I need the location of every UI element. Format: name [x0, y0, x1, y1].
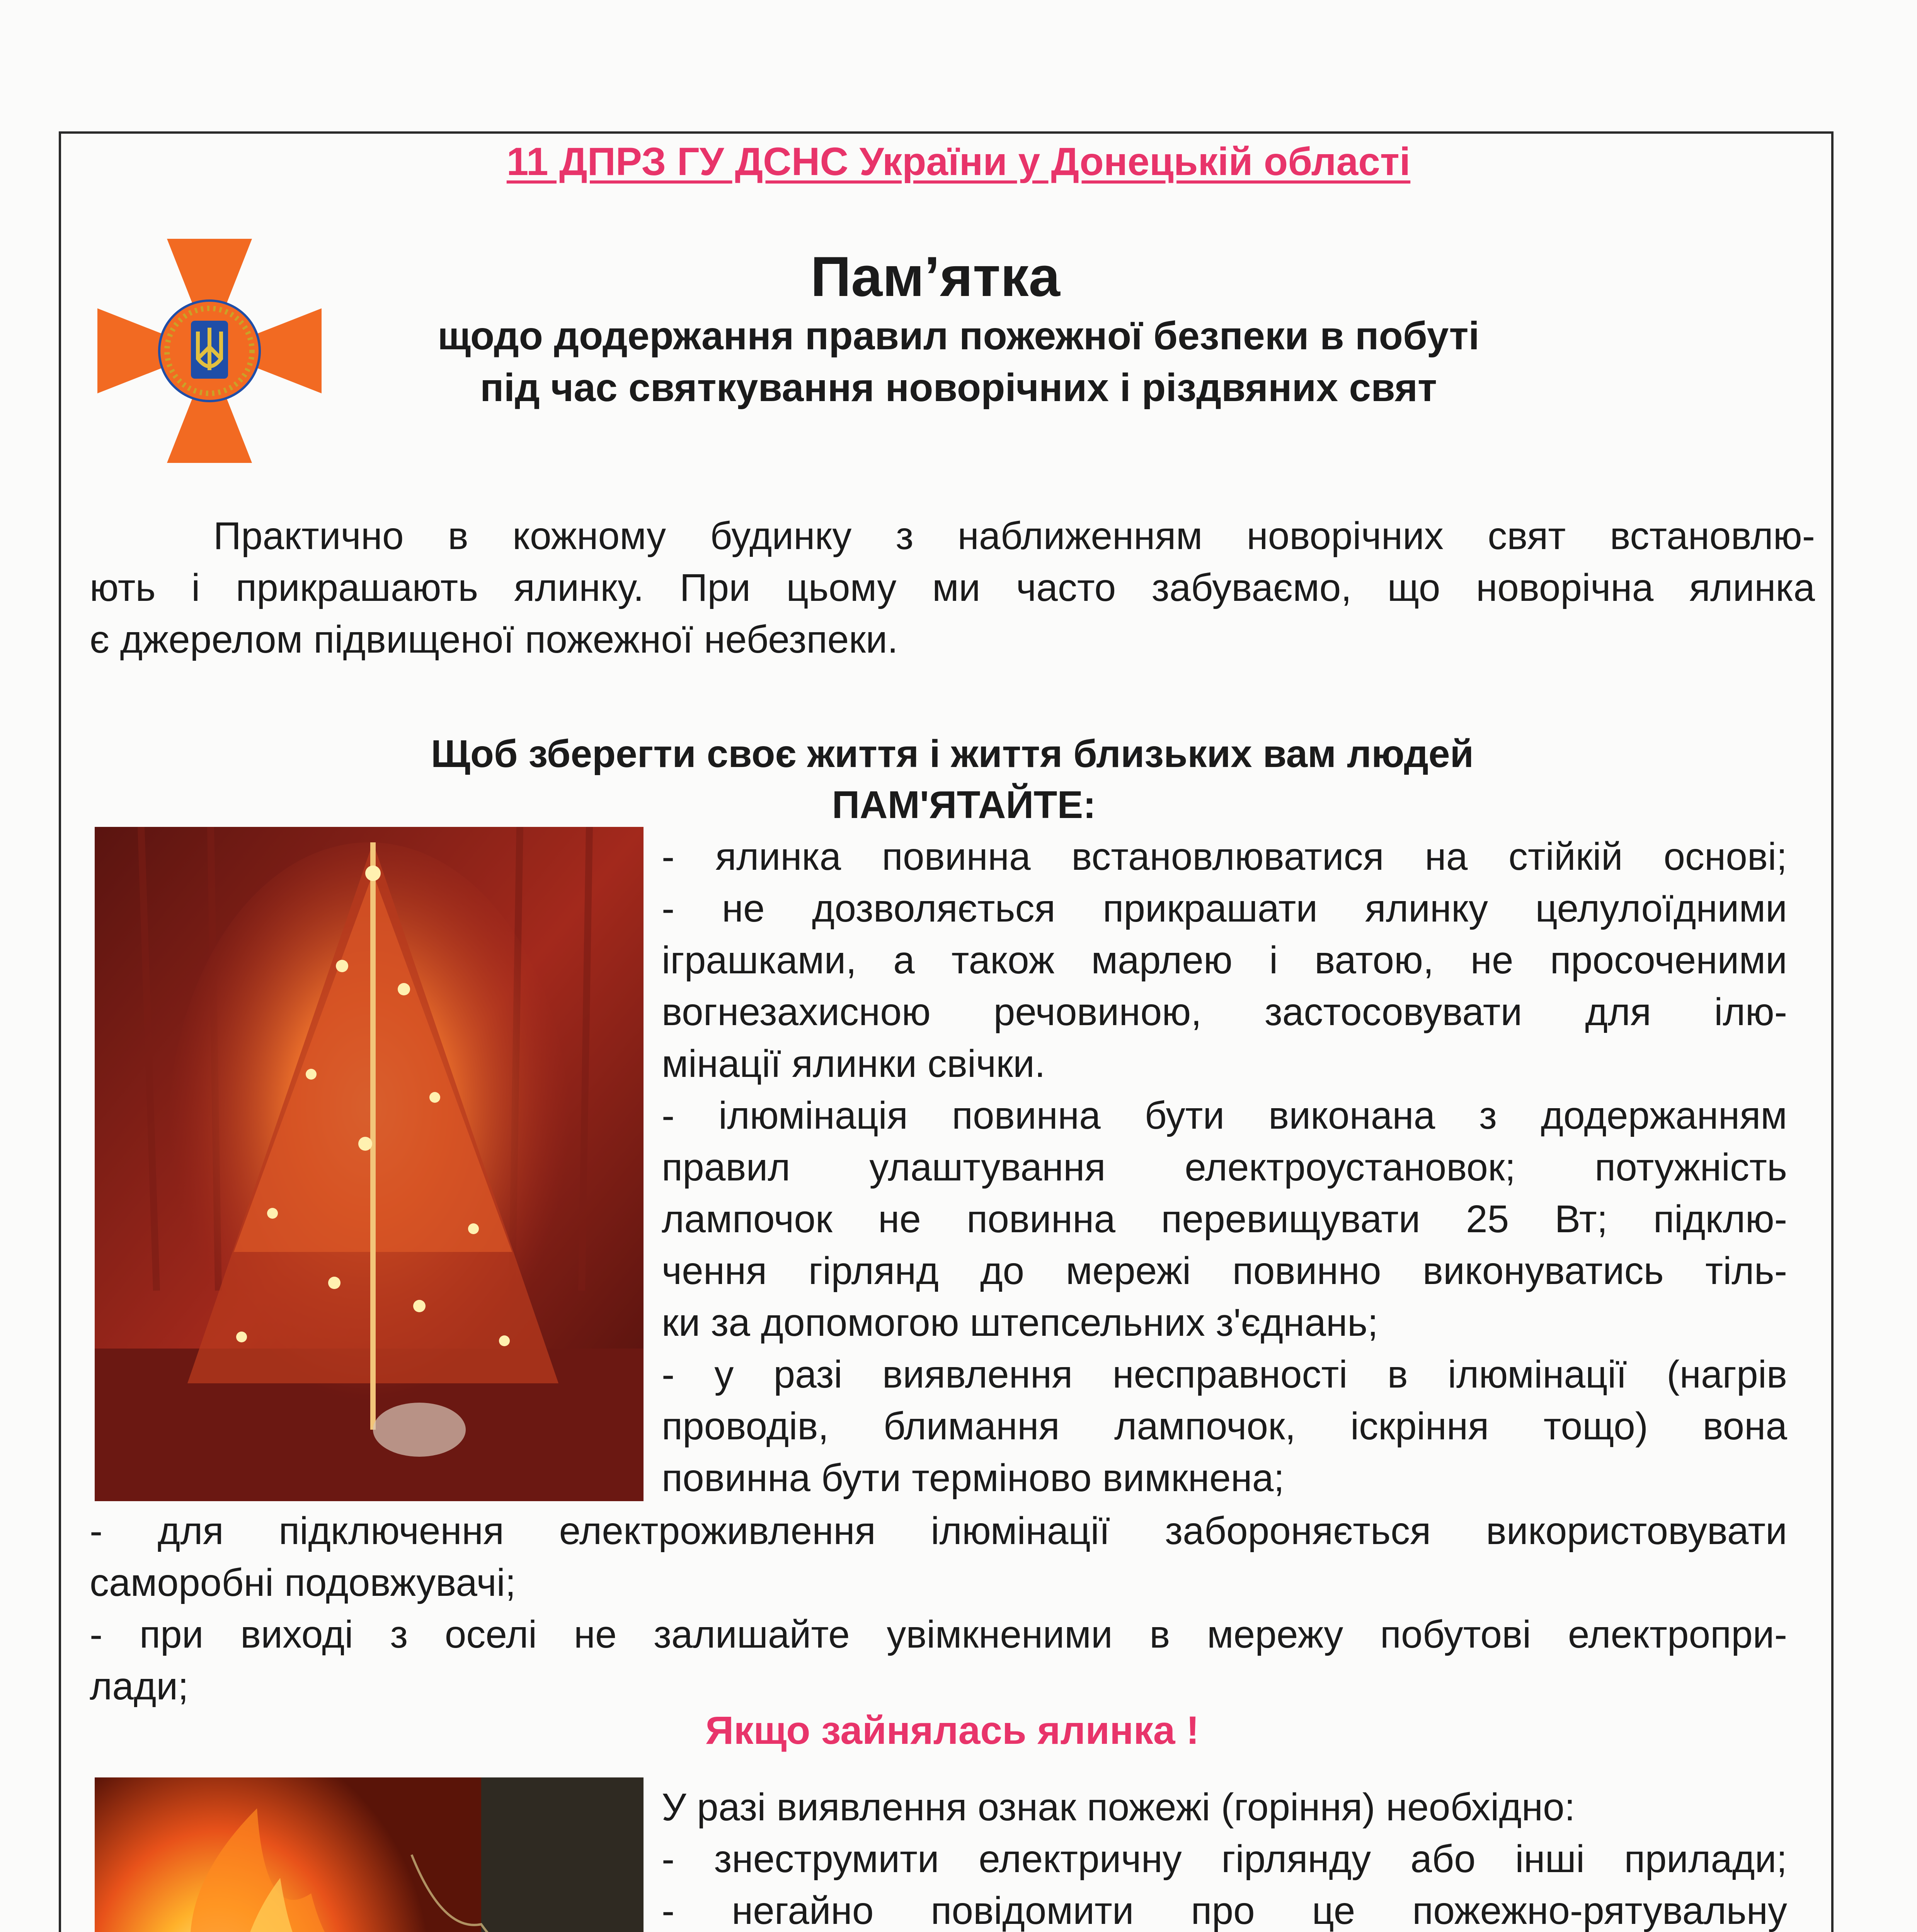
intro-line: є джерелом підвищеної пожежної небезпеки. — [90, 618, 898, 661]
rule-line: чення гірлянд до мережі повинно виконуватись тіль- — [662, 1249, 1787, 1293]
fire-step-line: - негайно повідомити про це пожежно-рятувальну — [662, 1889, 1787, 1932]
rule-line: мінації ялинки свічки. — [662, 1042, 1045, 1085]
fire-heading: Якщо зайнялась ялинка ! — [705, 1708, 1199, 1752]
intro-paragraph — [90, 510, 1815, 665]
intro-line: ють і прикрашають ялинку. При цьому ми часто забуваємо, що новорічна ялинка — [90, 566, 1815, 609]
rule-line: саморобні подовжувачі; — [90, 1561, 516, 1604]
rule-line: лампочок не повинна перевищувати 25 Вт; підклю- — [662, 1197, 1787, 1241]
rule-line: - для підключення електроживлення ілюмінації забороняється використовувати — [90, 1509, 1787, 1553]
rules-list — [662, 831, 1787, 1504]
rule-line: іграшками, а також марлею і ватою, не просоченими — [662, 939, 1787, 982]
rule-line: - при виході з оселі не залишайте увімкненими в мережу побутові електропри- — [90, 1613, 1787, 1656]
intro-line: Практично в кожному будинку з наближенням новорічних свят встановлю- — [213, 514, 1815, 558]
rule-line: - не дозволяється прикрашати ялинку целулоїдними — [662, 887, 1787, 930]
memo-subtitle — [294, 310, 1623, 413]
subtitle-line: під час святкування новорічних і різдвяних свят — [480, 366, 1437, 410]
fire-steps — [662, 1781, 1787, 1932]
rule-line: ки за допомогою штепсельних з'єднань; — [662, 1301, 1378, 1344]
remember-line: Щоб зберегти своє життя і життя близьких вам людей — [431, 732, 1474, 776]
christmas-tree-photo — [95, 827, 644, 1501]
memo-title: Пам’ятка — [810, 245, 1060, 308]
dsns-cross-emblem-icon — [90, 231, 329, 471]
fire-step-line: - знеструмити електричну гірлянду або інші прилади; — [662, 1837, 1787, 1881]
fire-step-line: У разі виявлення ознак пожежі (горіння) необхідно: — [662, 1786, 1575, 1829]
rule-line: повинна бути терміново вимкнена; — [662, 1456, 1285, 1500]
rules-list-full — [90, 1505, 1787, 1712]
rule-line: лади; — [90, 1665, 189, 1708]
burning-tree-photo — [95, 1777, 644, 1932]
rule-line: - у разі виявлення несправності в ілюмінації (нагрів — [662, 1353, 1787, 1396]
remember-line: ПАМ'ЯТАЙТЕ: — [832, 783, 1096, 827]
subtitle-line: щодо додержання правил пожежної безпеки в побуті — [438, 314, 1479, 358]
organization-header: 11 ДПРЗ ГУ ДСНС України у Донецькій області — [506, 139, 1411, 184]
rule-line: - ялинка повинна встановлюватися на стійкій основі; — [662, 835, 1787, 878]
rule-line: правил улаштування електроустановок; потужність — [662, 1146, 1787, 1189]
remember-heading — [90, 728, 1815, 830]
rule-line: - ілюмінація повинна бути виконана з додержанням — [662, 1094, 1787, 1137]
rule-line: вогнезахисною речовиною, застосовувати для ілю- — [662, 990, 1787, 1034]
rule-line: проводів, блимання лампочок, іскріння тощо) вона — [662, 1405, 1787, 1448]
